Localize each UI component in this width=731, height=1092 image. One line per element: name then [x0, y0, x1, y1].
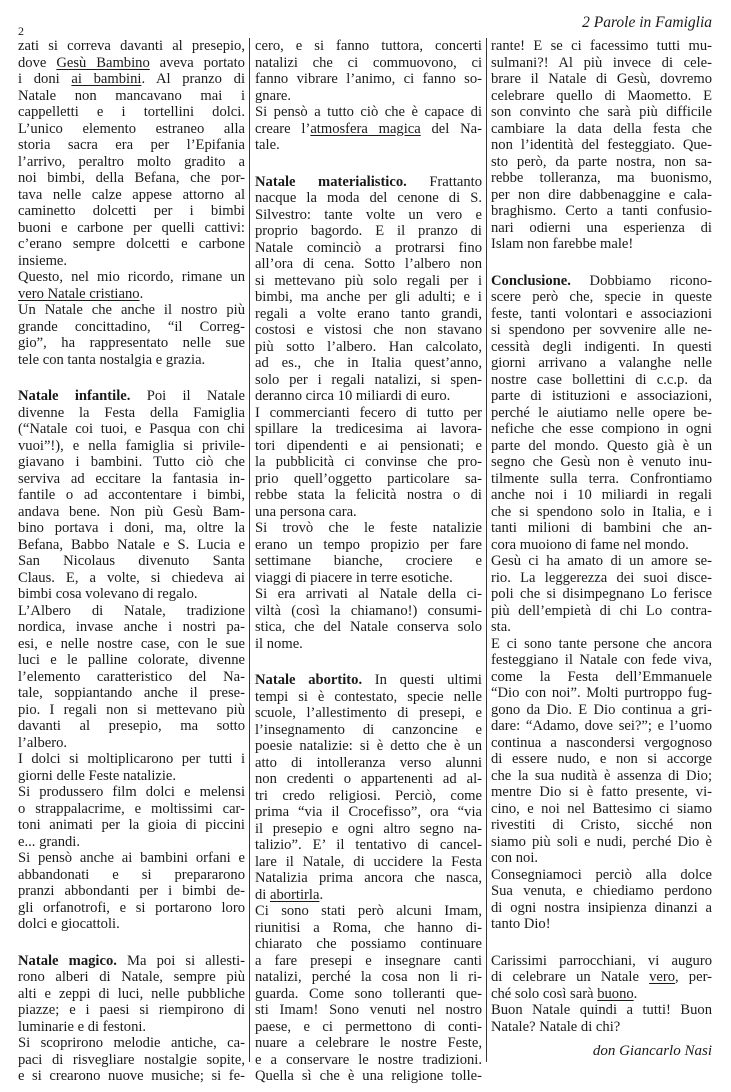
underlined-text: buono [597, 985, 634, 1002]
text-line: stica, che del Natale conserva solo [255, 619, 482, 635]
text-segment: , per- [675, 969, 713, 985]
text-line: feste, tanti volontari e associazioni [491, 305, 712, 322]
author-signature: don Giancarlo Nasi [592, 1043, 712, 1059]
text-line: mentre Dio si è fatto presente, vi- [491, 784, 712, 800]
text-line: parte di istituzioni e associazioni, [491, 388, 712, 404]
text-line: erano un tempo propizio per fare [255, 536, 482, 553]
text-line: paci di risvegliare nostalgie sopite, [18, 1051, 245, 1068]
text-segment: dove [18, 54, 57, 71]
text-line: con noi. [491, 850, 539, 866]
text-line: Ci sono stati però alcuni Imam, [255, 903, 482, 919]
text-line: grande concittadino, “il Correg- [18, 318, 245, 335]
text-line: rebbe stata la felicità nostra o di [255, 487, 482, 503]
text-line: gli orfanotrofi, e si portarono loro [18, 899, 245, 916]
text-line: gono da Dio. E Dio continua a gri- [491, 701, 712, 718]
text-line: riunitisi a Roma, che hanno di- [255, 919, 482, 936]
paragraph [18, 784, 245, 850]
text-segment: creare l’ [255, 120, 311, 137]
text-line: Si produssero film dolci e melensi [18, 784, 245, 800]
text-segment: In questi ultimi [362, 672, 482, 688]
text-line: nacque la moda del cenone di S. [255, 190, 482, 206]
text-segment: aveva portato [149, 54, 245, 71]
text-segment: . [139, 285, 144, 302]
text-line: Quella sì che è una religione tolle- [255, 1068, 482, 1084]
text-line: che la sua nudità è assenza di Dio; [491, 767, 712, 784]
text-line: tilmente sulla terra. Confrontiamo [491, 470, 712, 487]
paragraph [18, 751, 245, 784]
text-line: Buon Natale quindi a tutti! Buon [491, 1002, 712, 1018]
text-line: cero, e si fanno tuttora, concerti [255, 38, 482, 54]
text-line: Un Natale che anche il nostro più [18, 302, 245, 318]
text-line: Natale? Natale di chi? [491, 1018, 621, 1035]
text-line: insieme. [18, 252, 68, 269]
text-line: ad es., che in Italia quest’anno, [255, 355, 482, 371]
text-line: l’arrivo, peraltro molto gradito a [18, 153, 245, 170]
text-line: come la Festa dell’Emmanuele [491, 668, 712, 685]
text-segment: . [633, 985, 638, 1002]
text-line: Islam non farebbe male! [491, 236, 634, 252]
text-line [491, 969, 712, 986]
text-line: Si pensò anche ai bambini orfani e [18, 850, 245, 866]
text-line: continua a nascondersi vergognoso [491, 734, 712, 751]
text-line: abbandonati e si prepararono [18, 866, 245, 883]
text-line: natalizi che ci commuovono, ci [255, 54, 482, 71]
text-line: guarda. Come sono tolleranti que- [255, 985, 482, 1002]
text-line: fanno vibrare l’animo, ci fanno so- [255, 71, 482, 87]
text-line: anche noi i 10 miliardi in regali [491, 487, 712, 503]
text-line: o strappalacrime, e moltissimi car- [18, 800, 245, 817]
text-line: tanti milioni di bambini che an- [491, 520, 712, 536]
text-line: tale. [255, 137, 280, 153]
paragraph [18, 603, 245, 752]
underlined-text: ai bambini [71, 71, 142, 87]
text-line: poli che si disimpegnano Lo ferisce [491, 586, 712, 602]
text-line: Natalizia prima ancora che nasca, [255, 870, 482, 886]
text-line: sti Imam! Sono venuti nel nostro [255, 1002, 482, 1018]
section-heading: Natale infantile. [18, 388, 131, 404]
text-line: nordica, invase anche i nostri pa- [18, 619, 245, 635]
text-line: poesie natalizie: si è detto che è un [255, 738, 482, 754]
text-line: son convinto che sarà più difficile [491, 104, 712, 120]
text-line: atto di intolleranza verso alunni [255, 754, 482, 771]
text-line [18, 388, 245, 405]
paragraph [255, 520, 482, 586]
text-line: la pubblicità ci convinse che pro- [255, 454, 482, 470]
text-line: natalizi, perché la cosa non li ri- [255, 969, 482, 985]
text-line: paese, e ci permettono di conti- [255, 1018, 482, 1035]
column-1 [18, 38, 245, 1085]
text-line: E ci sono tante persone che ancora [491, 635, 712, 652]
text-line: esi, e nelle nostre case, con le sue [18, 635, 245, 652]
text-line: segno che Gesù non è venuto inu- [491, 454, 712, 470]
text-line: brare il Natale di Gesù, dovremo [491, 71, 712, 87]
text-line: Claus. E, a volte, si chiedeva ai [18, 569, 245, 586]
text-segment: ché solo così sarà [491, 985, 598, 1002]
paragraph [18, 953, 245, 1036]
text-line: l’insegnamento di canzoncine e [255, 721, 482, 738]
text-line: proprio bagordo. E il pranzo di [255, 223, 482, 239]
text-line: tanto Dio! [491, 916, 551, 932]
text-line [255, 672, 482, 689]
text-line: una persona cara. [255, 503, 357, 520]
text-line: Befana, Babbo Natale e S. Lucia e [18, 536, 245, 553]
text-line: tava nelle calze appese attorno al [18, 186, 245, 203]
text-line: I dolci si moltiplicarono per tutti i [18, 751, 245, 767]
text-segment: di celebrare un Natale [491, 969, 650, 985]
text-segment: Frattanto [406, 173, 483, 190]
text-line: fantile o ad accontentare i bimbi, [18, 487, 245, 503]
text-line: luci e le palline colorate, divenne [18, 652, 245, 668]
text-line: deranno circa 10 miliardi di euro. [255, 388, 451, 404]
text-line: il nome. [255, 635, 303, 652]
text-line: e si crearono nuove musiche; si fe- [18, 1068, 245, 1084]
text-line: il presepio e ogni altro segno na- [255, 820, 482, 837]
text-line: noi bimbi, della Befana, che por- [18, 170, 245, 186]
paragraph [18, 302, 245, 368]
text-line: per non dire dabbenaggine e cala- [491, 186, 712, 203]
text-line: tempi si è contestato, specie nelle [255, 688, 482, 705]
text-line: nuare a celebrare le nostre Feste, [255, 1035, 482, 1051]
paragraph [18, 850, 245, 933]
text-line: celebrare quello di Maometto. E [491, 87, 712, 104]
text-line: prio quell’oggetto particolare sa- [255, 470, 482, 487]
text-line: alti e zeppi di luci, nelle pubbliche [18, 985, 245, 1002]
text-line: e a conservare le nostre tradizioni. [255, 1051, 482, 1068]
text-segment: Ma poi si allesti- [116, 952, 245, 969]
text-line: Si trovò che le feste natalizie [255, 520, 482, 536]
text-line: prima “via il Crocefisso”, ora “via [255, 804, 482, 820]
text-line: davanti al presepio, ma sotto [18, 718, 245, 734]
text-line: cambiare la data della festa che [491, 120, 712, 137]
paragraph [255, 405, 482, 521]
section-heading: Natale magico. [18, 952, 117, 969]
text-line: l’elemento caratteristico del Na- [18, 668, 245, 685]
text-line: bimbi cosa volevano di regalo. [18, 586, 198, 602]
text-line: tale, soppiantando anche il prese- [18, 685, 245, 701]
text-line: I commercianti fecero di tutto per [255, 404, 482, 421]
underlined-text: vero [649, 969, 676, 985]
text-line: Gesù ci ha amato di un amore se- [491, 553, 712, 569]
text-line: parte del mondo. Questo già è un [491, 437, 712, 454]
text-line: pio. I regali non si mettevano più [18, 701, 245, 718]
text-line: Natale non mancavano mai i [18, 87, 245, 104]
text-line: bino portava i doni, ma, oltre la [18, 520, 245, 536]
text-line [255, 174, 482, 191]
text-line: scere però che, specie in queste [491, 289, 712, 305]
text-line: L’unico elemento estraneo alla [18, 120, 245, 137]
text-line: zati si correva davanti al presepio, [18, 38, 245, 54]
text-line: di essere nudo, e non si accorge [491, 751, 712, 767]
text-line: giavano i bambini. Tutto ciò che [18, 454, 245, 470]
text-line: sulmani?! Al più invece di cele- [491, 54, 712, 71]
text-line: dolci e giocattoli. [18, 916, 120, 932]
paragraph [491, 273, 712, 554]
text-line: rio. La leggerezza dei suoi disce- [491, 569, 712, 586]
paragraph [491, 867, 712, 933]
text-line: Si pensò a tutto ciò che è capace di [255, 104, 482, 120]
text-line: piazze; e i paesi si riempirono di [18, 1002, 245, 1018]
underlined-text: atmosfera magica [310, 120, 421, 137]
text-line: storia sacra era per l’Epifania [18, 137, 245, 153]
text-line: all’ora di cena. Sotto l’albero non [255, 256, 482, 272]
underlined-text: Gesù Bambino [56, 54, 150, 71]
text-segment: Dobbiamo ricono- [570, 272, 712, 289]
text-line: tri credo religiosi. Perciò, come [255, 787, 482, 804]
text-line: non l’identità del festeggiato. Que- [491, 137, 712, 153]
text-line: che si spendono solo in Italia, e i [491, 503, 712, 520]
text-line: regali a volte erano tanto grandi, [255, 305, 482, 322]
text-line: andava bene. Non più Gesù Bam- [18, 503, 245, 520]
text-line: l’albero. [18, 734, 68, 751]
text-line [18, 286, 245, 303]
text-segment: . Al pranzo di [141, 71, 245, 87]
text-line: Sua venuta, e chiediamo perdono [491, 883, 712, 899]
text-line: costosi e vistosi che non stavano [255, 322, 482, 338]
text-line: Questo, nel mio ricordo, rimane un [18, 269, 245, 285]
text-line: c’erano sempre dolcetti e carbone [18, 236, 245, 252]
text-line: caminetto dolcetti per i bimbi [18, 203, 245, 219]
column-divider [486, 38, 487, 1062]
text-line: più sotto l’albero. Han calcolato, [255, 338, 482, 355]
paragraph [18, 1035, 245, 1085]
text-line: cora muoiono di fame nel mondo. [491, 536, 689, 553]
page-number: 2 [18, 24, 24, 38]
text-line: spillare la tredicesima ai lavora- [255, 421, 482, 437]
text-line [491, 986, 712, 1003]
text-line: buoni e carbone per quelli cattivi: [18, 219, 245, 236]
paragraph [255, 104, 482, 154]
column-3 [491, 38, 712, 1035]
text-line: talizio”. E’ il tentativo di cancel- [255, 837, 482, 853]
text-line: festeggiano il Natale con fede viva, [491, 652, 712, 668]
section-heading: Natale materialistico. [255, 173, 407, 190]
text-line: sta. [491, 619, 511, 635]
paragraph [255, 174, 482, 405]
text-segment: i doni [18, 71, 72, 87]
text-line: Si scoprirono melodie antiche, ca- [18, 1035, 245, 1051]
text-line: dare: “Adamo, dove sei?”; e l’uomo [491, 718, 712, 734]
text-line: Silvestro: tante volte un vero e [255, 206, 482, 223]
text-line: più dell’empietà di chi Lo contra- [491, 602, 712, 619]
text-line: (“Natale coi tuoi, e Pasqua con chi [18, 421, 245, 437]
text-line: non credenti o appartenenti ad al- [255, 771, 482, 787]
text-line: L’Albero di Natale, tradizione [18, 602, 245, 619]
paragraph [18, 38, 245, 269]
text-line [18, 71, 245, 88]
text-segment: Poi il Natale [130, 388, 245, 404]
text-line: pranzi abbondanti per i bimbi de- [18, 883, 245, 899]
text-line: nari odierni una esperienza di [491, 219, 712, 236]
text-line: e... grandi. [18, 833, 81, 850]
text-line: San Nicolaus divenuto Santa [18, 553, 245, 569]
text-line: viltà (così la chiamano!) consumi- [255, 602, 482, 619]
text-line: giorni delle Feste natalizie. [18, 767, 177, 784]
text-line: viaggi di piacere in terre esotiche. [255, 569, 453, 586]
section-heading: Natale abortito. [255, 672, 363, 688]
text-line: siamo più soli e nudi, perché Dio è [491, 833, 712, 850]
underlined-text: vero Natale cristiano [18, 285, 140, 302]
text-line: a fare presepi e insegnare canti [255, 952, 482, 969]
text-line: gio”, ha rappresentato nelle sue [18, 335, 245, 351]
text-line: braghismo. Certo a tanti confusio- [491, 203, 712, 219]
text-line: solo per i regali natalizi, si spen- [255, 371, 482, 388]
text-line: nostre case bollettini di c.c.p. da [491, 371, 712, 388]
text-line [18, 55, 245, 72]
text-line: “Dio con noi”. Molti purtroppo fug- [491, 685, 712, 701]
section-heading: Conclusione. [491, 272, 571, 289]
text-segment: di [255, 886, 270, 903]
text-line: rivestiti di Cristo, sicché non [491, 817, 712, 833]
paragraph [491, 38, 712, 253]
text-line: cino, e noi nel Battesimo ci siamo [491, 800, 712, 817]
text-line: cessità degli indigenti. In questi [491, 338, 712, 355]
text-line: perché le aiutiamo nelle opere be- [491, 404, 712, 421]
text-line: rono alberi di Natale, sempre più [18, 969, 245, 985]
paragraph [255, 903, 482, 1085]
paragraph [18, 388, 245, 603]
text-line [255, 887, 482, 904]
text-line: di ogni nostra insipienza dinanzi a [491, 899, 712, 916]
text-line: tele con tanta nostalgia e grazia. [18, 351, 206, 368]
text-line: Consegniamoci perciò alla dolce [491, 866, 712, 883]
text-line: vuoi”!), e nella famiglia si privile- [18, 437, 245, 454]
text-segment: del Na- [420, 120, 482, 137]
text-line: chiarato che possiamo continuare [255, 936, 482, 952]
text-line: divenne la Festa della Famiglia [18, 404, 245, 421]
text-line: bimbi, ma anche per gli adulti; e i [255, 289, 482, 305]
text-line: Si era arrivati al Natale della ci- [255, 586, 482, 602]
text-line: sto però, da parte nostra, non sa- [491, 153, 712, 170]
text-line: rebbe tolleranza, ma buonismo, [491, 170, 712, 186]
text-line [18, 953, 245, 970]
paragraph [491, 636, 712, 867]
running-title: 2 Parole in Famiglia [582, 14, 712, 31]
text-line: settimane bianche, crociere e [255, 553, 482, 569]
text-line: giorni arrivano a valanghe nelle [491, 355, 712, 371]
text-line: luminarie e di festoni. [18, 1018, 147, 1035]
text-line: gnare. [255, 87, 292, 104]
text-line [491, 273, 712, 290]
text-line: Carissimi parrocchiani, vi auguro [491, 952, 712, 969]
text-line: scuole, l’allestimento di presepi, e [255, 705, 482, 721]
text-line: nefiche che esse compiono in ogni [491, 421, 712, 437]
underlined-text: abortirla [270, 886, 320, 903]
text-line: Natale cominciò a protrarsi fino [255, 239, 482, 256]
paragraph [255, 672, 482, 903]
column-2 [255, 38, 482, 1085]
text-line: toni animati per la gioia di piccini [18, 817, 245, 833]
paragraph [491, 553, 712, 636]
paragraph [255, 38, 482, 104]
text-line [255, 121, 482, 138]
text-line: rante! E se ci facessimo tutti mu- [491, 38, 712, 54]
text-line: si spendono per sovvenire alle ne- [491, 322, 712, 338]
text-line: tori dipendenti e ai pensionati; e [255, 437, 482, 454]
text-line: lare il Natale, di uccidere la Festa [255, 853, 482, 870]
paragraph [255, 586, 482, 652]
text-line: cappelletti e i tortellini dolci. [18, 104, 245, 120]
text-line: serviva ad eccitare la fantasia in- [18, 470, 245, 487]
text-line: si mettevano più solo regali per i [255, 272, 482, 289]
column-divider [249, 38, 250, 1062]
text-segment: . [319, 886, 324, 903]
paragraph [491, 953, 712, 1003]
paragraph [491, 1002, 712, 1035]
paragraph [18, 269, 245, 302]
